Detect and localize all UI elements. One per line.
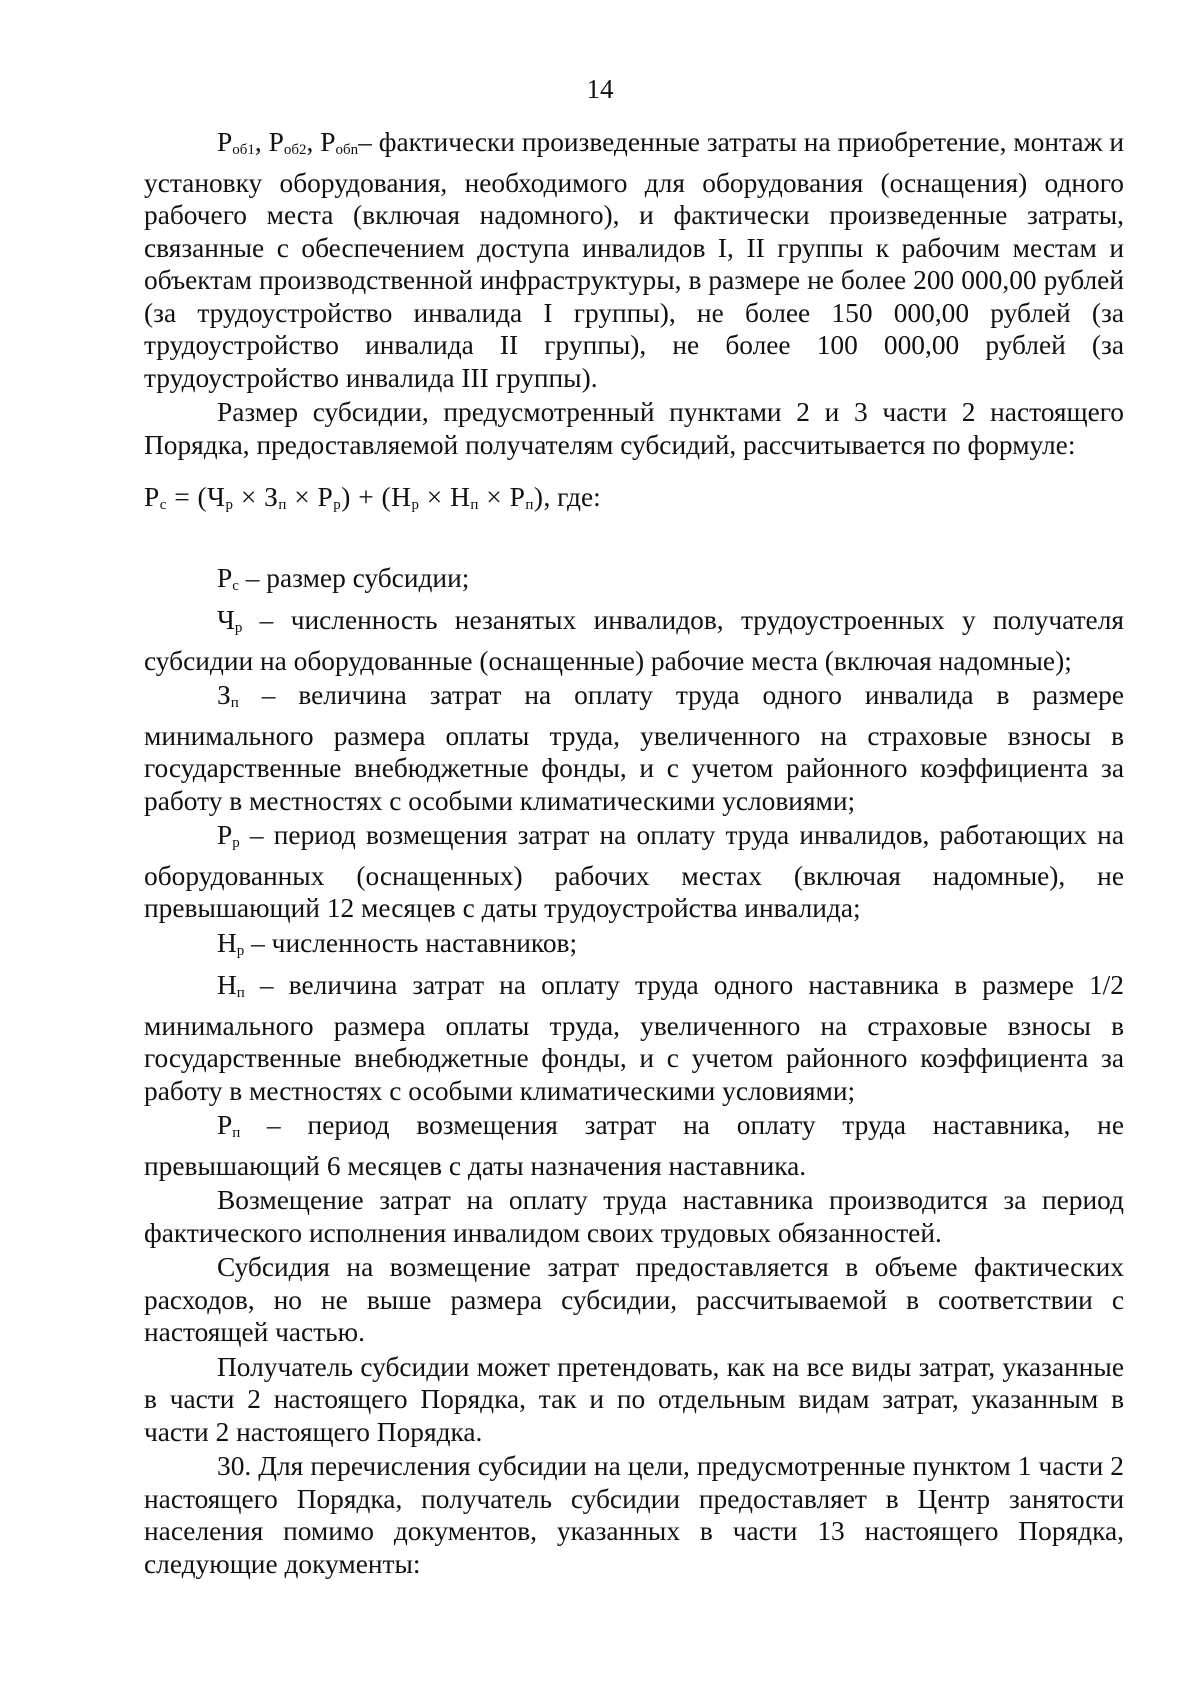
def-subscript: п [230,695,239,711]
separator: , [306,127,321,157]
paragraph-mentor-period: Возмещение затрат на оплату труда наставника производится за период фактического исполнения инвалидом своих трудовых обязанностей. [144,1185,1124,1248]
formula-part: × Р [286,482,334,512]
subscript: обn [335,142,359,158]
subscript: об1 [232,142,255,158]
def-text: – период возмещения затрат на оплату труда наставника, не превышающий 6 месяцев с даты назначения наставника. [144,1110,1124,1181]
definition-chr [144,604,1124,677]
def-subscript: р [234,620,243,636]
separator: , [254,127,269,157]
definition-zp [144,679,1124,817]
def-subscript: р [232,835,240,851]
def-symbol: Р [217,820,233,850]
def-symbol: Ч [217,605,235,635]
formula-part: = (Ч [166,482,226,512]
formula-part: Р [144,482,160,512]
page-number: 14 [586,74,614,104]
formula-part: × Р [478,482,526,512]
formula-subscript: п [470,497,479,513]
def-text: – численность незанятых инвалидов, трудоустроенных у получателя субсидии на оборудованные (оснащенные) рабочие места (включая надомные); [144,605,1124,676]
formula-tail: , где: [543,482,601,512]
def-text: – период возмещения затрат на оплату труда инвалидов, работающих на оборудованных (оснащенных) рабочих местах (включая надомные), не превышающий 12 месяцев с даты трудоустройства инвалида; [144,820,1124,923]
paragraph-item-30: 30. Для перечисления субсидии на цели, предусмотренные пунктом 1 части 2 настоящего Порядка, получатель субсидии предоставляет в Центр занятости населения помимо документов, указанных в части 13 настоящего Порядка, следующие документы: [144,1451,1124,1579]
definition-pp [144,1109,1124,1182]
formula-subscript: с [159,497,167,513]
document-body [144,126,1124,1580]
definition-nr [144,927,1124,968]
symbol-p: Р [320,127,336,157]
def-subscript: с [232,577,239,594]
definition-np [144,969,1124,1107]
def-symbol: Н [217,970,237,1000]
paragraph-formula-intro: Размер субсидии, предусмотренный пунктами 2 и 3 части 2 настоящего Порядка, предоставляемой получателям субсидий, рассчитывается по формуле: [144,397,1124,460]
def-subscript: п [232,1125,241,1141]
paragraph-text: – фактически произведенные затраты на приобретение, монтаж и установку оборудования, необходимого для оборудования (оснащения) одного рабочего места (включая надомного), и фактически произведенные затраты, связанные с обеспечением доступа инвалидов I, II группы к рабочим местам и объектам производственной инфраструктуры, в размере не более 200 000,00 рублей (за трудоустройство инвалида I группы), не более 150 000,00 рублей (за трудоустройство инвалида II группы), не более 100 000,00 рублей (за трудоустройство инвалида III группы). [144,127,1124,393]
symbol-p: Р [268,127,284,157]
def-text: – размер субсидии; [238,562,470,593]
def-symbol: Н [217,927,237,958]
def-text: – величина затрат на оплату труда одного наставника в размере 1/2 минимального размера оплаты труда, увеличенного на страховые взносы в государственные внебюджетные фонды, и с учетом районного коэффициента за работу в местностях с особыми климатическими условиями; [144,970,1124,1106]
def-symbol: Р [217,1110,233,1140]
formula-part: ) + (Н [341,482,412,512]
def-text: – величина затрат на оплату труда одного инвалида в размере минимального размера оплаты труда, увеличенного на страховые взносы в государственные внебюджетные фонды, и с учетом районного коэффициента за работу в местностях с особыми климатическими условиями; [144,680,1124,816]
formula-subscript: п [525,497,534,513]
formula-part: × Н [419,482,471,512]
def-text: – численность наставников; [244,927,578,958]
definition-pr [144,819,1124,925]
formula-part: ) [533,482,544,512]
def-subscript: п [236,985,245,1001]
formula-subscript: р [333,497,342,513]
subscript: об2 [283,142,307,158]
def-subscript: р [236,942,245,959]
paragraph-cost-types: Получатель субсидии может претендовать, как на все виды затрат, указанные в части 2 настоящего Порядка, так и по отдельным видам затрат, указанным в части 2 настоящего Порядка. [144,1351,1124,1447]
formula-subscript: р [411,497,420,513]
paragraph-subsidy-volume: Субсидия на возмещение затрат предоставляется в объеме фактических расходов, но не выше размера субсидии, рассчитываемой в соответствии с настоящей частью. [144,1252,1124,1347]
def-symbol: Р [217,562,233,593]
formula-subscript: п [278,497,287,513]
symbol-p: Р [217,127,233,157]
definition-pc [144,562,1124,603]
subsidy-formula [144,481,1124,522]
def-symbol: З [217,680,231,710]
formula-part: × З [233,482,279,512]
formula-subscript: р [225,497,234,513]
paragraph-costs-definition [144,126,1124,394]
